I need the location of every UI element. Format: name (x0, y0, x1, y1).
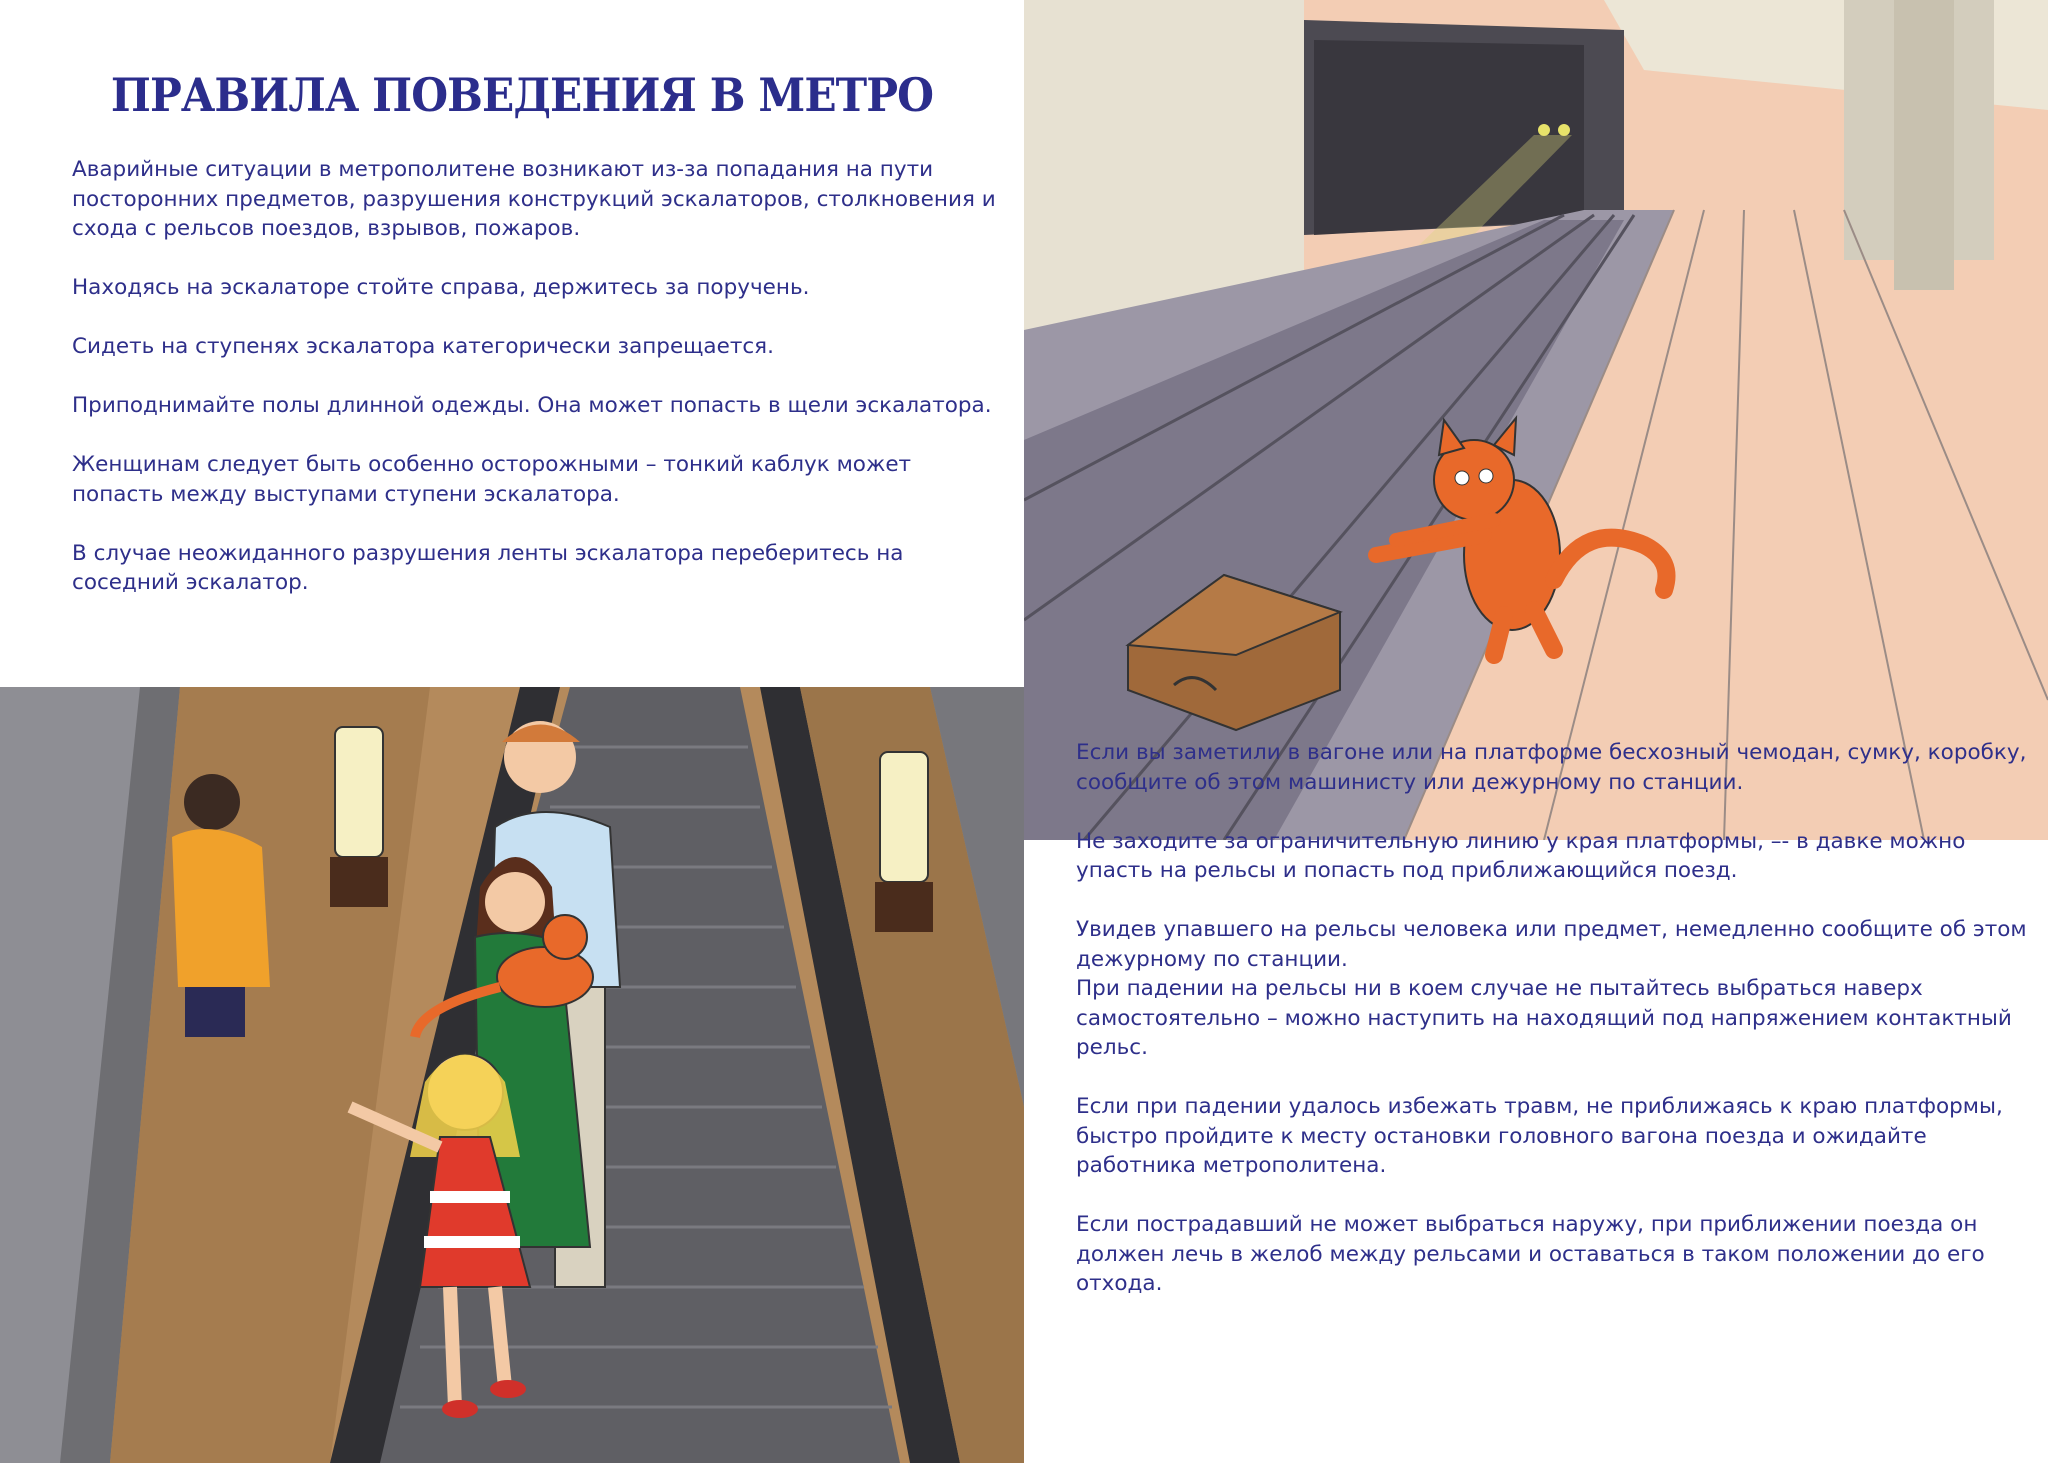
right-page (1024, 0, 2048, 1463)
right-rules-text (1076, 738, 2036, 1328)
left-rules-text (72, 155, 1002, 627)
rule-paragraph: Не заходите за ограничительную линию у края платформы, –- в давке можно упасть на рельсы и попасть под приближающийся поезд. (1076, 828, 1966, 883)
rule-paragraph: При падении на рельсы ни в коем случае не пытайтесь выбраться наверх самостоятельно – можно наступить на находящий под напряжением контактный рельс. (1076, 976, 2012, 1060)
rule-paragraph: Аварийные ситуации в метрополитене возникают из-за попадания на пути посторонних предметов, разрушения конструкций эскалаторов, столкновения и схода с рельсов поездов, взрывов, пожаров. (72, 157, 996, 241)
rule-paragraph: Увидев упавшего на рельсы человека или предмет, немедленно сообщите об этом дежурному по станции. (1076, 917, 2027, 972)
escalator-illustration (0, 687, 1024, 1463)
page-title: ПРАВИЛА ПОВЕДЕНИЯ В МЕТРО (110, 68, 934, 122)
rule-paragraph: Если пострадавший не может выбраться наружу, при приближении поезда он должен лечь в желоб между рельсами и оставаться в таком положении до его отхода. (1076, 1212, 1985, 1296)
rule-paragraph: Находясь на эскалаторе стойте справа, держитесь за поручень. (72, 275, 810, 300)
rule-paragraph: Если при падении удалось избежать травм, не приближаясь к краю платформы, быстро пройдите к месту остановки головного вагона поезда и ожидайте работника метрополитена. (1076, 1094, 2003, 1178)
platform-illustration (1024, 0, 2048, 840)
rule-paragraph: В случае неожиданного разрушения ленты эскалатора переберитесь на соседний эскалатор. (72, 540, 904, 595)
rule-paragraph: Приподнимайте полы длинной одежды. Она может попасть в щели эскалатора. (72, 393, 992, 418)
rule-paragraph: Сидеть на ступенях эскалатора категорически запрещается. (72, 334, 774, 359)
rule-paragraph: Женщинам следует быть особенно осторожными – тонкий каблук может попасть между выступами ступени эскалатора. (72, 452, 912, 507)
rule-paragraph: Если вы заметили в вагоне или на платформе бесхозный чемодан, сумку, коробку, сообщите об этом машинисту или дежурному по станции. (1076, 740, 2027, 795)
